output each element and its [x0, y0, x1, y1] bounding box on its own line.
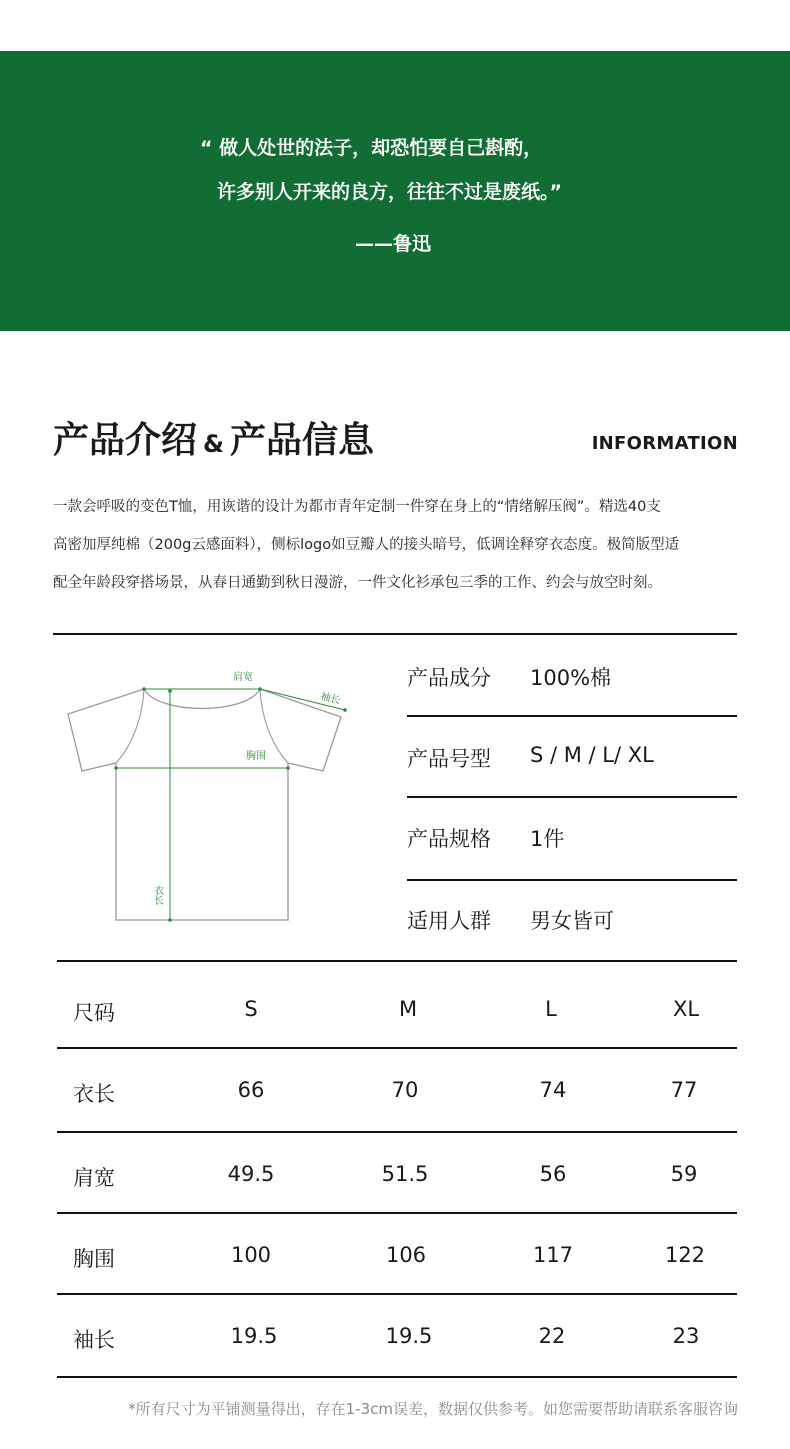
row-shoulder-s: 49.5: [227, 1162, 275, 1186]
row-shoulder-label: 肩宽: [73, 1166, 115, 1190]
row-length-m: 70: [391, 1078, 419, 1102]
spec-label-size-range: 产品号型: [407, 747, 491, 771]
sleeve-label: 袖长: [319, 691, 342, 707]
spec-divider-2: [407, 796, 737, 798]
row-chest-s: 100: [230, 1243, 272, 1267]
section-title: [53, 412, 374, 463]
spec-label-material: 产品成分: [407, 666, 491, 690]
spec-divider-3: [407, 879, 737, 881]
spec-divider-1: [407, 715, 737, 717]
tshirt-diagram: [58, 665, 353, 930]
sleeve-seam-left: [116, 689, 144, 763]
size-table-divider-2: [57, 1131, 737, 1133]
size-header-m: M: [398, 997, 418, 1021]
size-header-s: S: [244, 997, 258, 1021]
row-length-l: 74: [539, 1078, 567, 1102]
chest-point-left: [114, 766, 118, 770]
title-product-intro: 产品介绍: [53, 420, 198, 461]
size-table-top-border: [57, 960, 737, 962]
spec-value-size-range: S / M / L/ XL: [530, 743, 654, 767]
size-table-bottom-border: [57, 1376, 737, 1378]
size-table-divider-3: [57, 1212, 737, 1214]
length-label: 衣长: [151, 885, 163, 905]
size-header-xl: XL: [672, 997, 700, 1021]
sleeve-point-end: [343, 708, 347, 712]
chest-label: 胸围: [246, 751, 266, 762]
spec-value-material: 100%棉: [530, 666, 612, 690]
row-chest-m: 106: [385, 1243, 427, 1267]
row-shoulder-l: 56: [539, 1162, 567, 1186]
measurement-note: *所有尺寸为平铺测量得出，存在1-3cm误差，数据仅供参考。如您需要帮助请联系客服咨询: [128, 1400, 738, 1418]
quote-author: ——鲁迅: [355, 233, 432, 255]
quote-line-2: 许多别人开来的良方，往往不过是废纸。”: [217, 181, 562, 203]
quote-line-1: “ 做人处世的法子，却恐怕要自己斟酌，: [200, 137, 543, 159]
row-sleeve-label: 袖长: [73, 1328, 115, 1352]
size-table-divider-4: [57, 1293, 737, 1295]
row-sleeve-l: 22: [538, 1324, 566, 1348]
tshirt-outline: [68, 689, 341, 920]
shoulder-label: 肩宽: [233, 672, 253, 683]
title-product-info: 产品信息: [229, 420, 374, 461]
row-chest-xl: 122: [664, 1243, 706, 1267]
length-point-top: [168, 689, 172, 693]
size-table-divider-1: [57, 1047, 737, 1049]
spec-label-quantity: 产品规格: [407, 827, 491, 851]
spec-value-quantity: 1件: [530, 827, 565, 851]
size-header-l: L: [545, 997, 557, 1021]
shoulder-point-left: [142, 687, 146, 691]
row-sleeve-m: 19.5: [385, 1324, 433, 1348]
spec-top-divider: [53, 633, 737, 635]
description-line-1: 一款会呼吸的变色T恤，用诙谐的设计为都市青年定制一件穿在身上的“情绪解压阀”。精选40支: [53, 499, 661, 515]
row-chest-label: 胸围: [73, 1247, 115, 1271]
size-table-corner: 尺码: [73, 1001, 115, 1025]
length-point-bottom: [168, 918, 172, 922]
spec-label-audience: 适用人群: [407, 909, 491, 933]
row-shoulder-m: 51.5: [381, 1162, 429, 1186]
spec-value-audience: 男女皆可: [530, 909, 614, 933]
row-length-label: 衣长: [73, 1082, 115, 1106]
title-english: INFORMATION: [591, 433, 738, 454]
description-line-3: 配全年龄段穿搭场景，从春日通勤到秋日漫游，一件文化衫承包三季的工作、约会与放空时刻。: [53, 575, 662, 591]
row-sleeve-xl: 23: [672, 1324, 700, 1348]
product-description: [53, 488, 743, 602]
title-ampersand: &: [203, 430, 224, 458]
row-length-s: 66: [237, 1078, 265, 1102]
chest-point-right: [286, 766, 290, 770]
row-length-xl: 77: [670, 1078, 698, 1102]
row-chest-l: 117: [532, 1243, 574, 1267]
row-shoulder-xl: 59: [670, 1162, 698, 1186]
row-sleeve-s: 19.5: [230, 1324, 278, 1348]
description-line-2: 高密加厚纯棉（200g云感面料），侧标logo如豆瓣人的接头暗号，低调诠释穿衣态度。极简版型适: [53, 537, 680, 553]
